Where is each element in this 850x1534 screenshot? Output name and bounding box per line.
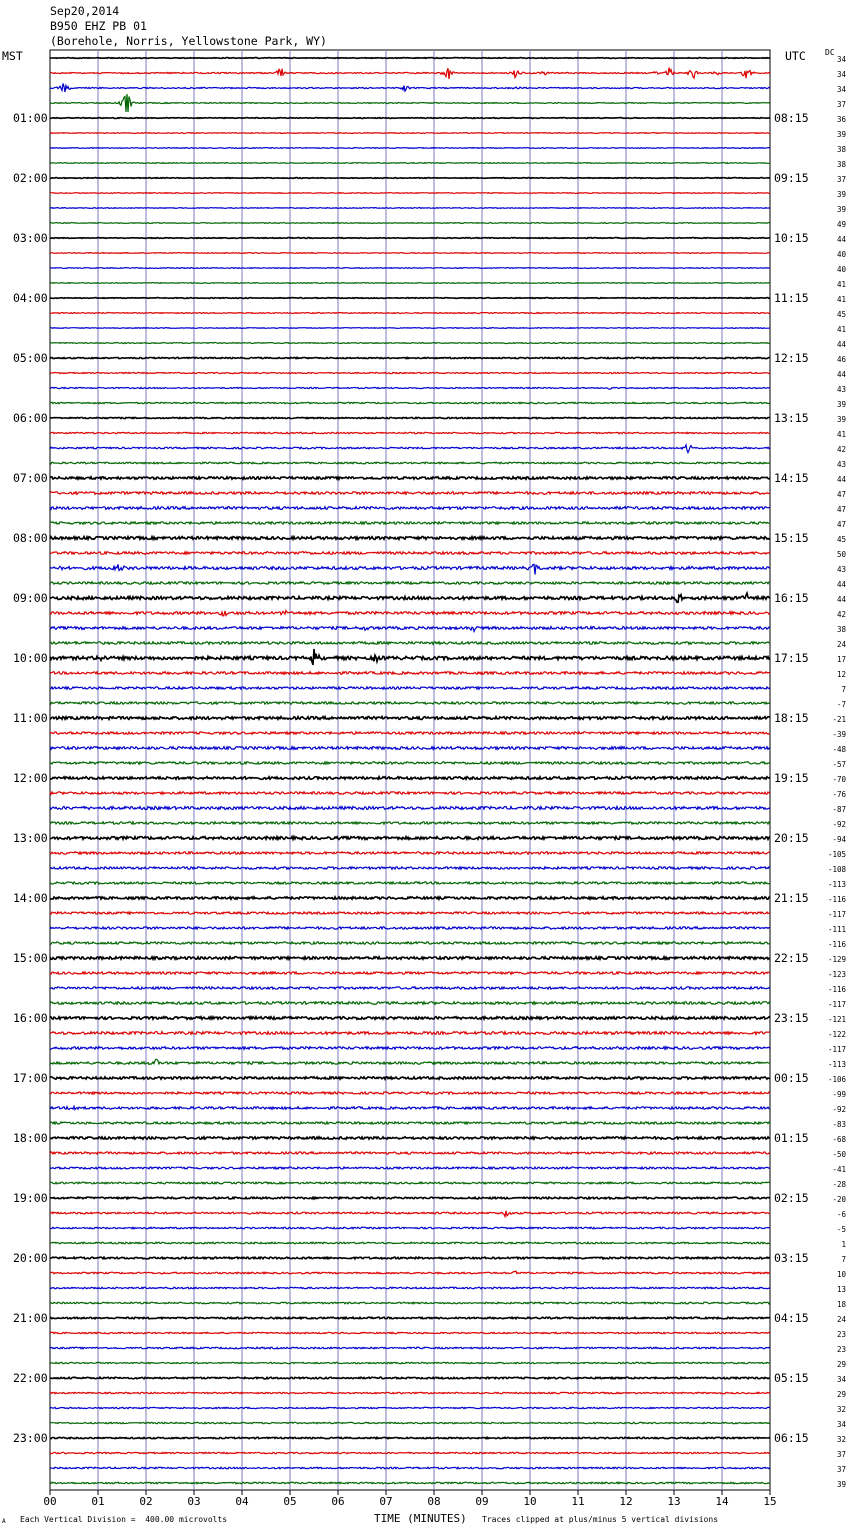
trace-16 [50, 298, 770, 299]
dc-offset-23: 39 [836, 400, 846, 409]
trace-58 [50, 927, 770, 929]
utc-hour-label: 18:15 [774, 711, 809, 725]
utc-hour-label: 23:15 [774, 1011, 809, 1025]
trace-64 [50, 1017, 770, 1020]
dc-offset-71: -83 [832, 1120, 846, 1129]
trace-68 [50, 1077, 770, 1079]
trace-61 [50, 972, 770, 974]
trace-45 [50, 732, 770, 734]
trace-93 [50, 1452, 770, 1453]
dc-offset-68: -106 [827, 1075, 846, 1084]
x-tick-label: 10 [523, 1495, 537, 1508]
mst-hour-label: 02:00 [13, 171, 48, 185]
dc-offset-42: 7 [841, 685, 846, 694]
trace-52 [50, 837, 770, 840]
dc-offset-32: 45 [836, 535, 846, 544]
dc-offset-69: -99 [832, 1090, 846, 1099]
x-tick-label: 00 [43, 1495, 57, 1508]
trace-53 [50, 852, 770, 854]
station-code: B950 EHZ PB 01 [50, 19, 147, 33]
dc-offset-95: 39 [836, 1480, 846, 1489]
mst-hour-label: 11:00 [13, 711, 48, 725]
dc-offset-7: 38 [836, 160, 846, 169]
dc-offset-89: 29 [836, 1390, 846, 1399]
dc-offset-94: 37 [836, 1465, 846, 1474]
trace-82 [50, 1287, 770, 1289]
dc-offset-73: -50 [832, 1150, 846, 1159]
x-tick-label: 12 [619, 1495, 633, 1508]
trace-92 [50, 1437, 770, 1438]
trace-62 [50, 987, 770, 989]
trace-21 [50, 372, 770, 373]
dc-offset-2: 34 [836, 85, 846, 94]
trace-6 [50, 148, 770, 149]
utc-hour-label: 22:15 [774, 951, 809, 965]
trace-55 [50, 882, 770, 884]
utc-hour-label: 04:15 [774, 1311, 809, 1325]
dc-offset-9: 39 [836, 190, 846, 199]
trace-43 [50, 702, 770, 704]
trace-9 [50, 193, 770, 194]
dc-offset-70: -92 [832, 1105, 846, 1114]
mst-hour-label: 04:00 [13, 291, 48, 305]
trace-60 [50, 957, 770, 960]
dc-offset-43: -7 [836, 700, 846, 709]
dc-offset-31: 47 [836, 520, 846, 529]
dc-offset-83: 18 [836, 1300, 846, 1309]
utc-hour-label: 01:15 [774, 1131, 809, 1145]
dc-offset-36: 44 [836, 595, 846, 604]
trace-91 [50, 1422, 770, 1423]
trace-27 [50, 462, 770, 464]
dc-offset-45: -39 [832, 730, 846, 739]
trace-79 [50, 1242, 770, 1244]
trace-38 [50, 627, 770, 632]
trace-72 [50, 1137, 770, 1139]
dc-offset-53: -105 [827, 850, 846, 859]
dc-offset-14: 40 [836, 265, 846, 274]
trace-0 [50, 58, 770, 59]
dc-offset-19: 44 [836, 340, 846, 349]
dc-offset-1: 34 [836, 70, 846, 79]
dc-offset-47: -57 [832, 760, 846, 769]
trace-70 [50, 1106, 770, 1109]
dc-offset-76: -20 [832, 1195, 846, 1204]
dc-offset-64: -121 [827, 1015, 846, 1024]
trace-73 [50, 1152, 770, 1154]
trace-29 [50, 492, 770, 495]
dc-offset-92: 32 [836, 1435, 846, 1444]
dc-offset-29: 47 [836, 490, 846, 499]
dc-offset-93: 37 [836, 1450, 846, 1459]
mst-hour-label: 21:00 [13, 1311, 48, 1325]
trace-83 [50, 1302, 770, 1304]
trace-47 [50, 762, 770, 764]
scale-note: Each Vertical Division = 400.00 microvolts [20, 1515, 228, 1524]
trace-46 [50, 747, 770, 750]
dc-offset-78: -5 [836, 1225, 846, 1234]
mst-hour-label: 06:00 [13, 411, 48, 425]
trace-81 [50, 1271, 770, 1274]
trace-54 [50, 867, 770, 869]
trace-44 [50, 717, 770, 720]
x-tick-label: 06 [331, 1495, 345, 1508]
trace-1 [50, 68, 770, 80]
trace-51 [50, 822, 770, 824]
dc-offset-11: 49 [836, 220, 846, 229]
trace-20 [50, 357, 770, 358]
dc-offset-81: 10 [836, 1270, 846, 1279]
x-tick-label: 11 [571, 1495, 585, 1508]
dc-offset-61: -123 [827, 970, 846, 979]
dc-offset-72: -68 [832, 1135, 846, 1144]
dc-offset-50: -87 [832, 805, 846, 814]
x-tick-label: 03 [187, 1495, 201, 1508]
trace-63 [50, 1002, 770, 1005]
trace-57 [50, 912, 770, 914]
trace-90 [50, 1407, 770, 1408]
trace-69 [50, 1092, 770, 1094]
trace-25 [50, 432, 770, 433]
trace-22 [50, 387, 770, 389]
utc-hour-label: 17:15 [774, 651, 809, 665]
dc-offset-8: 37 [836, 175, 846, 184]
dc-offset-60: -129 [827, 955, 846, 964]
x-tick-label: 07 [379, 1495, 393, 1508]
mst-hour-label: 05:00 [13, 351, 48, 365]
trace-11 [50, 223, 770, 224]
utc-hour-label: 10:15 [774, 231, 809, 245]
utc-hour-label: 08:15 [774, 111, 809, 125]
trace-13 [50, 253, 770, 254]
trace-50 [50, 807, 770, 810]
utc-hour-label: 06:15 [774, 1431, 809, 1445]
mst-hour-label: 14:00 [13, 891, 48, 905]
trace-18 [50, 328, 770, 329]
plot-date: Sep20,2014 [50, 4, 120, 18]
dc-offset-28: 44 [836, 475, 846, 484]
x-tick-label: 02 [139, 1495, 153, 1508]
trace-95 [50, 1482, 770, 1484]
x-tick-label: 15 [763, 1495, 777, 1508]
utc-hour-label: 16:15 [774, 591, 809, 605]
dc-offset-74: -41 [832, 1165, 846, 1174]
mst-hour-label: 13:00 [13, 831, 48, 845]
mst-hour-label: 23:00 [13, 1431, 48, 1445]
mst-hour-label: 19:00 [13, 1191, 48, 1205]
dc-offset-79: 1 [841, 1240, 846, 1249]
dc-offset-67: -113 [827, 1060, 846, 1069]
trace-32 [50, 537, 770, 540]
dc-offset-41: 12 [836, 670, 846, 679]
mst-hour-label: 03:00 [13, 231, 48, 245]
trace-78 [50, 1227, 770, 1229]
dc-offset-39: 24 [836, 640, 846, 649]
mst-hour-label: 08:00 [13, 531, 48, 545]
dc-offset-label: DC [825, 48, 835, 57]
dc-offset-88: 34 [836, 1375, 846, 1384]
trace-23 [50, 402, 770, 403]
trace-42 [50, 687, 770, 689]
utc-hour-label: 03:15 [774, 1251, 809, 1265]
trace-36 [50, 593, 770, 602]
trace-80 [50, 1257, 770, 1259]
trace-66 [50, 1047, 770, 1050]
trace-12 [50, 238, 770, 239]
dc-offset-35: 44 [836, 580, 846, 589]
dc-offset-63: -117 [827, 1000, 846, 1009]
trace-31 [50, 522, 770, 524]
dc-offset-82: 13 [836, 1285, 846, 1294]
dc-offset-37: 42 [836, 610, 846, 619]
utc-hour-label: 19:15 [774, 771, 809, 785]
dc-offset-34: 43 [836, 565, 846, 574]
mst-hour-label: 15:00 [13, 951, 48, 965]
dc-offset-20: 46 [836, 355, 846, 364]
dc-offset-62: -116 [827, 985, 846, 994]
corner-mark: A [2, 1518, 6, 1525]
utc-hour-label: 21:15 [774, 891, 809, 905]
x-tick-label: 14 [715, 1495, 729, 1508]
dc-offset-52: -94 [832, 835, 846, 844]
trace-3 [50, 94, 770, 112]
dc-offset-90: 32 [836, 1405, 846, 1414]
dc-offset-77: -6 [836, 1210, 846, 1219]
dc-offset-12: 44 [836, 235, 846, 244]
mst-hour-label: 20:00 [13, 1251, 48, 1265]
utc-hour-label: 11:15 [774, 291, 809, 305]
trace-37 [50, 611, 770, 617]
mst-hour-label: 17:00 [13, 1071, 48, 1085]
trace-4 [50, 118, 770, 119]
mst-hour-label: 22:00 [13, 1371, 48, 1385]
trace-71 [50, 1122, 770, 1124]
trace-84 [50, 1317, 770, 1319]
dc-offset-86: 23 [836, 1345, 846, 1354]
dc-offset-15: 41 [836, 280, 846, 289]
clip-note: Traces clipped at plus/minus 5 vertical divisions [482, 1515, 719, 1524]
trace-8 [50, 178, 770, 179]
dc-offset-85: 23 [836, 1330, 846, 1339]
time-axis-title: TIME (MINUTES) [374, 1512, 467, 1525]
dc-offset-3: 37 [836, 100, 846, 109]
utc-hour-label: 15:15 [774, 531, 809, 545]
mst-hour-label: 01:00 [13, 111, 48, 125]
dc-offset-0: 34 [836, 55, 846, 64]
dc-offset-91: 34 [836, 1420, 846, 1429]
trace-19 [50, 343, 770, 344]
utc-hour-label: 12:15 [774, 351, 809, 365]
dc-offset-51: -92 [832, 820, 846, 829]
dc-offset-46: -48 [832, 745, 846, 754]
x-tick-label: 05 [283, 1495, 297, 1508]
dc-offset-22: 43 [836, 385, 846, 394]
trace-86 [50, 1347, 770, 1349]
utc-hour-label: 20:15 [774, 831, 809, 845]
trace-30 [50, 507, 770, 510]
dc-offset-30: 47 [836, 505, 846, 514]
trace-35 [50, 582, 770, 584]
trace-85 [50, 1332, 770, 1333]
trace-49 [50, 792, 770, 794]
dc-offset-18: 41 [836, 325, 846, 334]
dc-offset-44: -21 [832, 715, 846, 724]
utc-hour-label: 05:15 [774, 1371, 809, 1385]
dc-offset-48: -70 [832, 775, 846, 784]
dc-offset-55: -113 [827, 880, 846, 889]
dc-offset-10: 39 [836, 205, 846, 214]
dc-offset-16: 41 [836, 295, 846, 304]
mst-hour-label: 16:00 [13, 1011, 48, 1025]
dc-offset-87: 29 [836, 1360, 846, 1369]
dc-offset-57: -117 [827, 910, 846, 919]
dc-offset-40: 17 [836, 655, 846, 664]
dc-offset-27: 43 [836, 460, 846, 469]
mst-axis-label: MST [2, 49, 23, 63]
x-tick-label: 01 [91, 1495, 105, 1508]
trace-56 [50, 897, 770, 899]
dc-offset-84: 24 [836, 1315, 846, 1324]
utc-hour-label: 14:15 [774, 471, 809, 485]
trace-77 [50, 1211, 770, 1217]
dc-offset-66: -117 [827, 1045, 846, 1054]
mst-hour-label: 07:00 [13, 471, 48, 485]
dc-offset-80: 7 [841, 1255, 846, 1264]
x-tick-label: 04 [235, 1495, 249, 1508]
dc-offset-33: 50 [836, 550, 846, 559]
utc-axis-label: UTC [785, 49, 806, 63]
utc-hour-label: 09:15 [774, 171, 809, 185]
x-tick-label: 09 [475, 1495, 489, 1508]
trace-74 [50, 1167, 770, 1169]
trace-24 [50, 417, 770, 418]
dc-offset-6: 38 [836, 145, 846, 154]
trace-7 [50, 163, 770, 164]
dc-offset-56: -116 [827, 895, 846, 904]
mst-hour-label: 10:00 [13, 651, 48, 665]
x-tick-label: 13 [667, 1495, 681, 1508]
x-tick-label: 08 [427, 1495, 441, 1508]
dc-offset-59: -116 [827, 940, 846, 949]
trace-88 [50, 1377, 770, 1379]
trace-89 [50, 1392, 770, 1393]
trace-65 [50, 1032, 770, 1035]
trace-5 [50, 133, 770, 134]
dc-offset-13: 40 [836, 250, 846, 259]
dc-offset-26: 42 [836, 445, 846, 454]
station-location: (Borehole, Norris, Yellowstone Park, WY) [50, 34, 327, 48]
trace-40 [50, 649, 770, 665]
trace-39 [50, 642, 770, 645]
dc-offset-24: 39 [836, 415, 846, 424]
trace-75 [50, 1182, 770, 1184]
dc-offset-75: -28 [832, 1180, 846, 1189]
trace-15 [50, 283, 770, 284]
dc-offset-4: 36 [836, 115, 846, 124]
mst-hour-label: 12:00 [13, 771, 48, 785]
trace-10 [50, 208, 770, 209]
dc-offset-38: 38 [836, 625, 846, 634]
dc-offset-17: 45 [836, 310, 846, 319]
trace-94 [50, 1467, 770, 1469]
dc-offset-21: 44 [836, 370, 846, 379]
trace-67 [50, 1059, 770, 1064]
trace-87 [50, 1362, 770, 1363]
trace-17 [50, 313, 770, 314]
trace-33 [50, 552, 770, 555]
dc-offset-58: -111 [827, 925, 846, 934]
mst-hour-label: 09:00 [13, 591, 48, 605]
dc-offset-25: 41 [836, 430, 846, 439]
dc-offset-49: -76 [832, 790, 846, 799]
utc-hour-label: 00:15 [774, 1071, 809, 1085]
trace-14 [50, 268, 770, 269]
dc-offset-5: 39 [836, 130, 846, 139]
dc-offset-65: -122 [827, 1030, 846, 1039]
trace-48 [50, 777, 770, 780]
trace-28 [50, 477, 770, 479]
trace-59 [50, 942, 770, 944]
trace-41 [50, 672, 770, 675]
utc-hour-label: 13:15 [774, 411, 809, 425]
trace-2 [50, 84, 770, 93]
trace-26 [50, 445, 770, 453]
trace-34 [50, 564, 770, 574]
utc-hour-label: 02:15 [774, 1191, 809, 1205]
trace-76 [50, 1197, 770, 1199]
dc-offset-54: -108 [827, 865, 846, 874]
mst-hour-label: 18:00 [13, 1131, 48, 1145]
